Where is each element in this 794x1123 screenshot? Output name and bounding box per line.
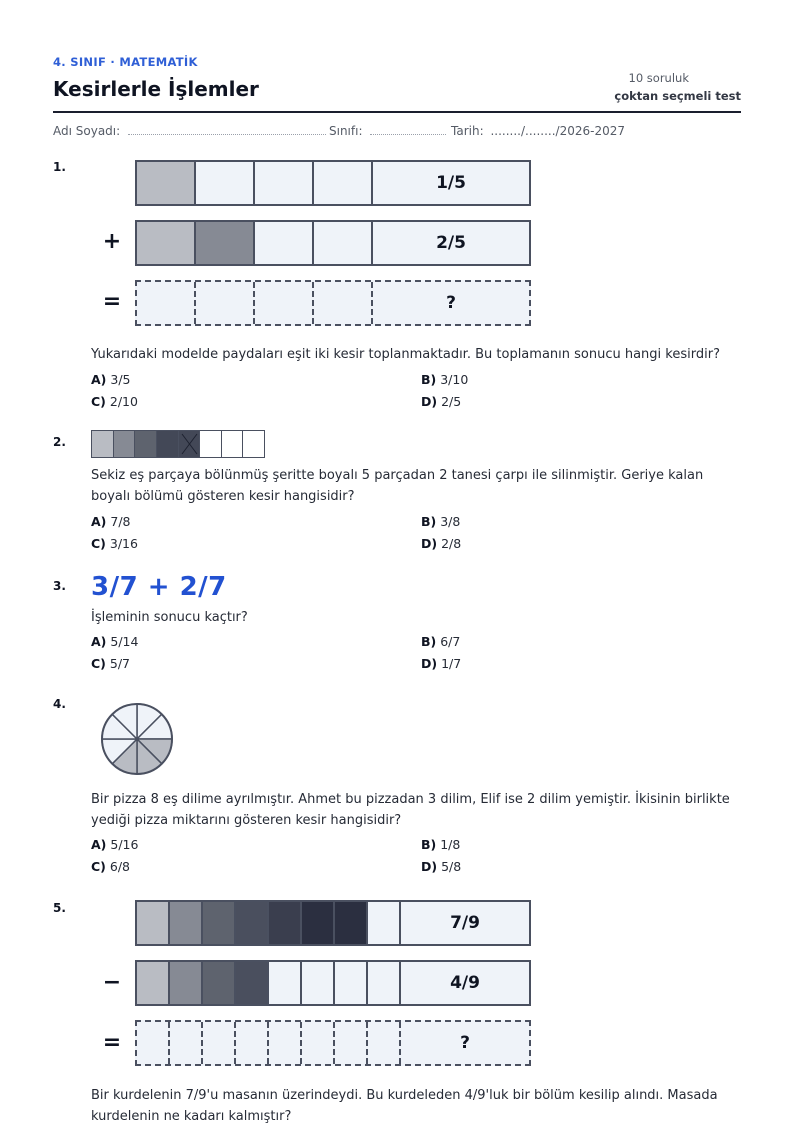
option-a[interactable]: A) 5/16	[91, 837, 139, 852]
strip-cell	[200, 431, 222, 457]
bar-cell-shaded	[137, 902, 170, 944]
question-text: Sekiz eş parçaya bölünmüş şeritte boyalı 5 parçadan 2 tanesi çarpı ile silinmiştir. Geriye kalan boyalı bölümü gösteren kesir hangisidir?	[91, 468, 704, 504]
bar-label: 7/9	[450, 913, 480, 933]
grade-subject-label: 4. SINIF · MATEMATİK	[53, 55, 198, 69]
bar-cell-shaded	[137, 162, 196, 204]
date-label: Tarih:	[451, 124, 484, 138]
option-d[interactable]: D) 2/5	[421, 394, 462, 409]
option-c[interactable]: C) 5/7	[91, 656, 130, 671]
bar-cell-shaded	[170, 962, 203, 1004]
strip-cell-shaded	[135, 431, 157, 457]
option-c[interactable]: C) 3/16	[91, 536, 138, 551]
bar-cell-shaded	[335, 902, 368, 944]
bar-cell	[137, 282, 196, 324]
result-bar	[135, 280, 531, 326]
question-number: 3.	[53, 579, 66, 593]
bar-cell	[255, 222, 314, 264]
bar-cell-shaded	[196, 222, 255, 264]
cross-mark-icon	[179, 431, 200, 457]
minus-sign: −	[102, 970, 122, 995]
option-a[interactable]: A) 3/5	[91, 372, 131, 387]
pizza-diagram	[99, 701, 175, 777]
question-number: 4.	[53, 697, 66, 711]
bar-cell-shaded	[203, 902, 236, 944]
strip-cell-shaded	[114, 431, 136, 457]
bar-cell-shaded	[236, 902, 269, 944]
bar-cell-shaded	[170, 902, 203, 944]
bar-cell	[269, 962, 302, 1004]
fraction-expression: 3/7 + 2/7	[91, 572, 227, 602]
fraction-bar-1	[135, 160, 531, 206]
question-number: 1.	[53, 160, 66, 174]
question-number: 2.	[53, 435, 66, 449]
option-b[interactable]: B) 6/7	[421, 634, 461, 649]
bar-cell-shaded	[203, 962, 236, 1004]
equals-sign: =	[102, 289, 122, 314]
question-text: Yukarıdaki modelde paydaları eşit iki kesir toplanmaktadır. Bu toplamanın sonucu hangi kesirdir?	[91, 347, 720, 362]
bar-cell	[236, 1022, 269, 1064]
question-count: 10 soruluk	[628, 71, 689, 85]
bar-cell	[269, 1022, 302, 1064]
bar-cell	[368, 962, 401, 1004]
bar-label: 2/5	[436, 233, 466, 253]
bar-cell	[314, 162, 373, 204]
bar-label: 1/5	[436, 173, 466, 193]
option-c[interactable]: C) 6/8	[91, 859, 130, 874]
bar-cell-shaded	[269, 902, 302, 944]
eight-part-strip	[91, 430, 265, 458]
strip-cell-crossed	[179, 431, 201, 457]
option-b[interactable]: B) 1/8	[421, 837, 461, 852]
option-a[interactable]: A) 5/14	[91, 634, 139, 649]
strip-cell-shaded	[92, 431, 114, 457]
fraction-bar-2	[135, 960, 531, 1006]
bar-cell	[335, 1022, 368, 1064]
date-field[interactable]	[451, 124, 625, 138]
bar-cell	[368, 1022, 401, 1064]
header-divider	[53, 111, 741, 113]
plus-sign: +	[102, 229, 122, 254]
question-text: Bir kurdelenin 7/9'u masanın üzerindeydi. Bu kurdeleden 4/9'luk bir bölüm kesilip alındı. Masada kurdelenin ne kadarı kalmıştır?	[91, 1088, 718, 1123]
strip-cell	[222, 431, 244, 457]
name-blank	[128, 125, 326, 135]
bar-cell	[368, 902, 401, 944]
bar-cell	[137, 1022, 170, 1064]
name-field[interactable]	[53, 124, 326, 138]
class-field[interactable]	[329, 124, 446, 138]
option-b[interactable]: B) 3/8	[421, 514, 461, 529]
bar-cell	[203, 1022, 236, 1064]
question-text: Bir pizza 8 eş dilime ayrılmıştır. Ahmet bu pizzadan 3 dilim, Elif ise 2 dilim yemiştir. İkisinin birlikte yediği pizza miktarını gösteren kesir hangisidir?	[91, 792, 730, 828]
bar-cell-shaded	[137, 962, 170, 1004]
name-label: Adı Soyadı:	[53, 124, 121, 138]
bar-label: 4/9	[450, 973, 480, 993]
result-bar	[135, 1020, 531, 1066]
bar-cell	[314, 282, 373, 324]
fraction-bar-2	[135, 220, 531, 266]
bar-cell	[302, 1022, 335, 1064]
class-label: Sınıfı:	[329, 124, 363, 138]
date-value: ......../......../2026-2027	[490, 124, 625, 138]
bar-cell	[314, 222, 373, 264]
bar-cell	[335, 962, 368, 1004]
fraction-bar-1	[135, 900, 531, 946]
bar-cell	[170, 1022, 203, 1064]
equals-sign: =	[102, 1030, 122, 1055]
test-type: çoktan seçmeli test	[614, 89, 741, 103]
bar-cell	[196, 162, 255, 204]
bar-cell	[255, 282, 314, 324]
option-a[interactable]: A) 7/8	[91, 514, 131, 529]
option-d[interactable]: D) 5/8	[421, 859, 462, 874]
option-c[interactable]: C) 2/10	[91, 394, 138, 409]
option-d[interactable]: D) 2/8	[421, 536, 462, 551]
question-text: İşleminin sonucu kaçtır?	[91, 610, 248, 625]
bar-cell	[255, 162, 314, 204]
option-d[interactable]: D) 1/7	[421, 656, 462, 671]
bar-cell-shaded	[137, 222, 196, 264]
strip-cell	[243, 431, 264, 457]
bar-label: ?	[460, 1033, 470, 1053]
page-title: Kesirlerle İşlemler	[53, 77, 259, 101]
bar-cell	[302, 962, 335, 1004]
option-b[interactable]: B) 3/10	[421, 372, 469, 387]
bar-cell	[196, 282, 255, 324]
bar-label: ?	[446, 293, 456, 313]
class-blank	[370, 125, 446, 135]
bar-cell-shaded	[302, 902, 335, 944]
question-number: 5.	[53, 901, 66, 915]
bar-cell-shaded	[236, 962, 269, 1004]
strip-cell-crossed	[157, 431, 179, 457]
